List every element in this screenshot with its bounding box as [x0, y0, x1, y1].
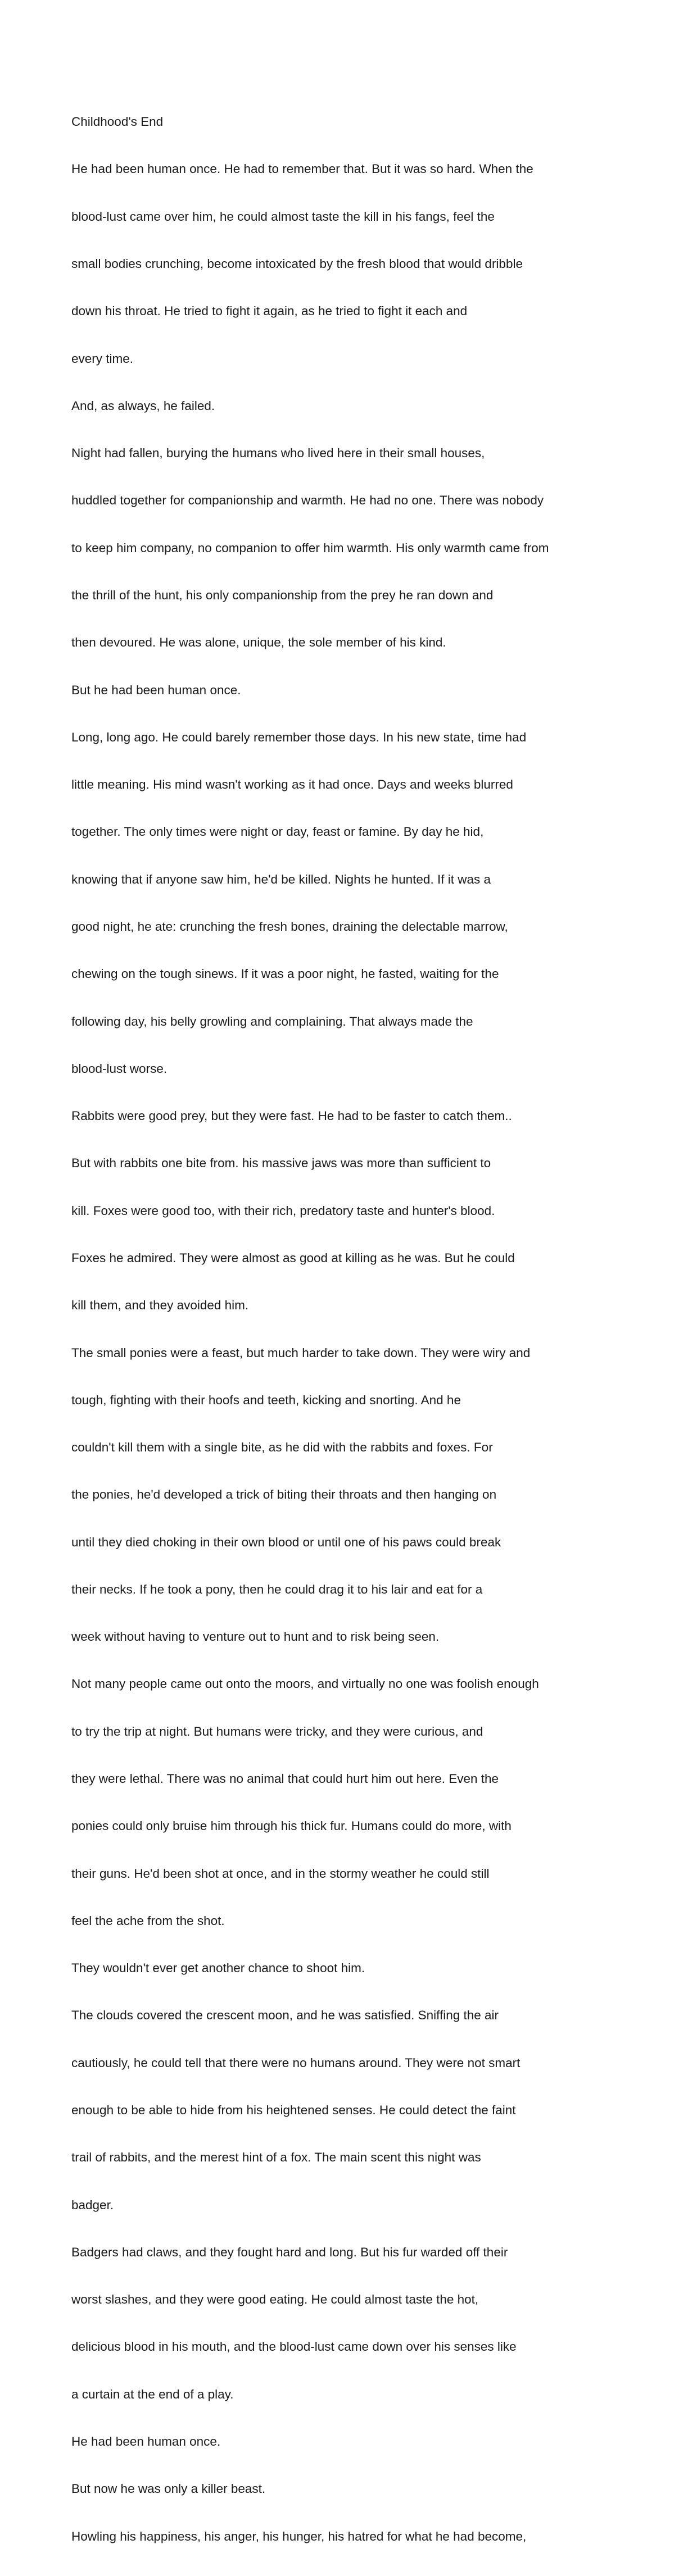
text-line: together. The only times were night or day, feast or famine. By day he hid,	[71, 825, 484, 839]
text-line: every time.	[71, 351, 134, 366]
text-line: until they died choking in their own blood or until one of his paws could break	[71, 1535, 501, 1549]
text-line: kill them, and they avoided him.	[71, 1298, 249, 1313]
text-line: little meaning. His mind wasn't working as it had once. Days and weeks blurred	[71, 777, 513, 792]
text-line: kill. Foxes were good too, with their rich, predatory taste and hunter's blood.	[71, 1203, 495, 1218]
text-line: tough, fighting with their hoofs and teeth, kicking and snorting. And he	[71, 1392, 461, 1407]
text-line: Night had fallen, burying the humans who lived here in their small houses,	[71, 446, 485, 461]
text-line: the thrill of the hunt, his only companionship from the prey he ran down and	[71, 588, 494, 602]
text-line: But with rabbits one bite from. his massive jaws was more than sufficient to	[71, 1156, 491, 1171]
text-line: their necks. If he took a pony, then he could drag it to his lair and eat for a	[71, 1582, 483, 1596]
text-line: worst slashes, and they were good eating. He could almost taste the hot,	[71, 2292, 479, 2307]
text-line: Not many people came out onto the moors, and virtually no one was foolish enough	[71, 1677, 539, 1691]
text-line: They wouldn't ever get another chance to shoot him.	[71, 1961, 365, 1976]
document-title: Childhood's End	[71, 115, 164, 129]
text-line: good night, he ate: crunching the fresh bones, draining the delectable marrow,	[71, 919, 508, 934]
text-line: week without having to venture out to hunt and to risk being seen.	[71, 1630, 440, 1644]
text-line: And, as always, he failed.	[71, 398, 215, 413]
text-line: But now he was only a killer beast.	[71, 2482, 266, 2496]
text-line: chewing on the tough sinews. If it was a poor night, he fasted, waiting for the	[71, 967, 499, 981]
text-line: knowing that if anyone saw him, he'd be killed. Nights he hunted. If it was a	[71, 872, 491, 886]
text-line: to try the trip at night. But humans were tricky, and they were curious, and	[71, 1724, 483, 1738]
text-line: cautiously, he could tell that there were no humans around. They were not smart	[71, 2055, 521, 2070]
text-line: enough to be able to hide from his heightened senses. He could detect the faint	[71, 2103, 516, 2117]
text-line: He had been human once.	[71, 2434, 221, 2448]
text-line: they were lethal. There was no animal that could hurt him out here. Even the	[71, 1772, 499, 1786]
text-line: their guns. He'd been shot at once, and in the stormy weather he could still	[71, 1866, 490, 1881]
text-line: a curtain at the end of a play.	[71, 2387, 234, 2401]
text-line: He had been human once. He had to remember that. But it was so hard. When the	[71, 162, 533, 176]
text-line: blood-lust worse.	[71, 1061, 168, 1076]
text-line: badger.	[71, 2197, 114, 2212]
text-line: Long, long ago. He could barely remember those days. In his new state, time had	[71, 730, 527, 744]
text-line: trail of rabbits, and the merest hint of a fox. The main scent this night was	[71, 2150, 481, 2165]
text-line: The small ponies were a feast, but much harder to take down. They were wiry and	[71, 1345, 531, 1360]
text-line: Rabbits were good prey, but they were fast. He had to be faster to catch them..	[71, 1109, 512, 1123]
text-line: following day, his belly growling and complaining. That always made the	[71, 1014, 473, 1028]
text-line: Howling his happiness, his anger, his hunger, his hatred for what he had become,	[71, 2529, 527, 2543]
text-line: ponies could only bruise him through his thick fur. Humans could do more, with	[71, 1819, 512, 1833]
text-line: The clouds covered the crescent moon, and he was satisfied. Sniffing the air	[71, 2008, 499, 2023]
text-line: delicious blood in his mouth, and the blood-lust came down over his senses like	[71, 2340, 517, 2354]
text-line: to keep him company, no companion to offer him warmth. His only warmth came from	[71, 540, 549, 555]
text-line: blood-lust came over him, he could almost taste the kill in his fangs, feel the	[71, 209, 495, 224]
document-body	[71, 83, 667, 2576]
text-line: the ponies, he'd developed a trick of biting their throats and then hanging on	[71, 1487, 497, 1502]
text-line: Foxes he admired. They were almost as good at killing as he was. But he could	[71, 1250, 515, 1265]
text-line: feel the ache from the shot.	[71, 1913, 225, 1928]
text-line: couldn't kill them with a single bite, as he did with the rabbits and foxes. For	[71, 1440, 493, 1455]
text-line: huddled together for companionship and warmth. He had no one. There was nobody	[71, 493, 544, 508]
text-line: small bodies crunching, become intoxicated by the fresh blood that would dribble	[71, 257, 523, 271]
text-line: Badgers had claws, and they fought hard and long. But his fur warded off their	[71, 2245, 508, 2259]
text-line: down his throat. He tried to fight it again, as he tried to fight it each and	[71, 304, 468, 318]
text-line: But he had been human once.	[71, 682, 241, 697]
text-line: then devoured. He was alone, unique, the sole member of his kind.	[71, 635, 446, 650]
